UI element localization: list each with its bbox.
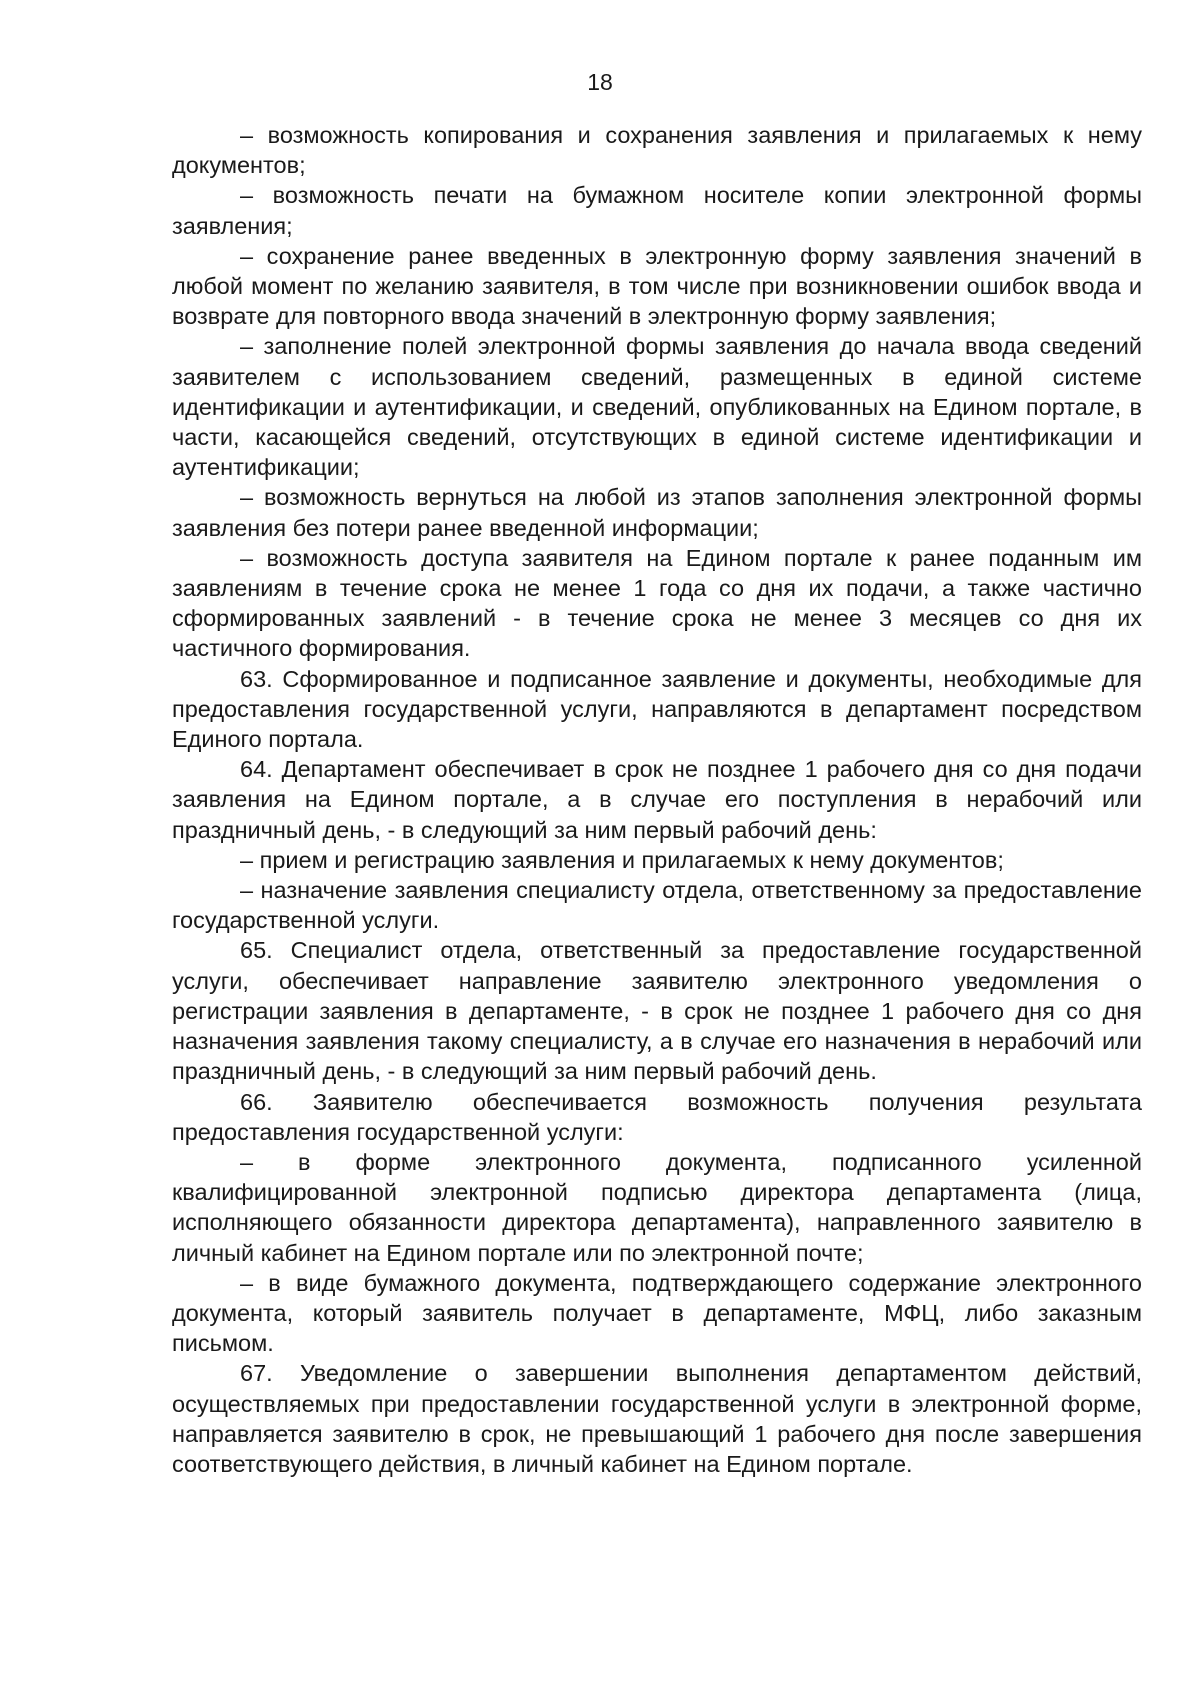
clause-64: 64. Департамент обеспечивает в срок не позднее 1 рабочего дня со дня подачи заявления на Едином портале, а в случае его поступления в нерабочий или праздничный день, - в следующий за ним первый рабочий день: xyxy=(172,756,1142,843)
page-number: 18 xyxy=(587,69,613,95)
document-body xyxy=(172,120,1142,1479)
clause-66: 66. Заявителю обеспечивается возможность получения результата предоставления государственной услуги: xyxy=(172,1088,1142,1145)
clause-67: 67. Уведомление о завершении выполнения департаментом действий, осуществляемых при предоставлении государственной услуги в электронной форме, направляется заявителю в срок, не превышающий 1 рабочего дня после завершения соответствующего действия, в личный кабинет на Едином портале. xyxy=(172,1360,1142,1477)
paragraph-access-applications: – возможность доступа заявителя на Едином портале к ранее поданным им заявлениям в течение срока не менее 1 года со дня их подачи, а также частично сформированных заявлений - в течение срока не менее 3 месяцев со дня их частичного формирования. xyxy=(172,544,1142,662)
paragraph-autofill-fields: – заполнение полей электронной формы заявления до начала ввода сведений заявителем с использованием сведений, размещенных в единой системе идентификации и аутентификации, и сведений, опубликованных на Едином портале, в части, касающейся сведений, отсутствующих в единой системе идентификации и аутентификации; xyxy=(172,333,1142,481)
paragraph-save-values: – сохранение ранее введенных в электронную форму заявления значений в любой момент по желанию заявителя, в том числе при возникновении ошибок ввода и возврате для повторного ввода значений в электронную форму заявления; xyxy=(172,242,1142,330)
clause-65: 65. Специалист отдела, ответственный за предоставление государственной услуги, обеспечивает направление заявителю электронного уведомления о регистрации заявления в департаменте, - в срок не позднее 1 рабочего дня со дня назначения заявления такому специалисту, а в случае его назначения в нерабочий или праздничный день, - в следующий за ним первый рабочий день. xyxy=(172,937,1142,1085)
paragraph-copy-save: – возможность копирования и сохранения заявления и прилагаемых к нему документов; xyxy=(172,122,1142,179)
paragraph-print-copy: – возможность печати на бумажном носителе копии электронной формы заявления; xyxy=(172,182,1142,239)
paragraph-electronic-document: – в форме электронного документа, подписанного усиленной квалифицированной электронной подписью директора департамента (лица, исполняющего обязанности директора департамента), направленного заявителю в личный кабинет на Едином портале или по электронной почте; xyxy=(172,1148,1142,1266)
paragraph-assignment: – назначение заявления специалисту отдела, ответственному за предоставление государственной услуги. xyxy=(172,877,1142,934)
paragraph-reception-registration: – прием и регистрацию заявления и прилагаемых к нему документов; xyxy=(240,846,1004,873)
paragraph-paper-document: – в виде бумажного документа, подтверждающего содержание электронного документа, который заявитель получает в департаменте, МФЦ, либо заказным письмом. xyxy=(172,1269,1142,1357)
paragraph-return-to-step: – возможность вернуться на любой из этапов заполнения электронной формы заявления без потери ранее введенной информации; xyxy=(172,484,1142,541)
clause-63: 63. Сформированное и подписанное заявление и документы, необходимые для предоставления государственной услуги, направляются в департамент посредством Единого портала. xyxy=(172,665,1142,753)
